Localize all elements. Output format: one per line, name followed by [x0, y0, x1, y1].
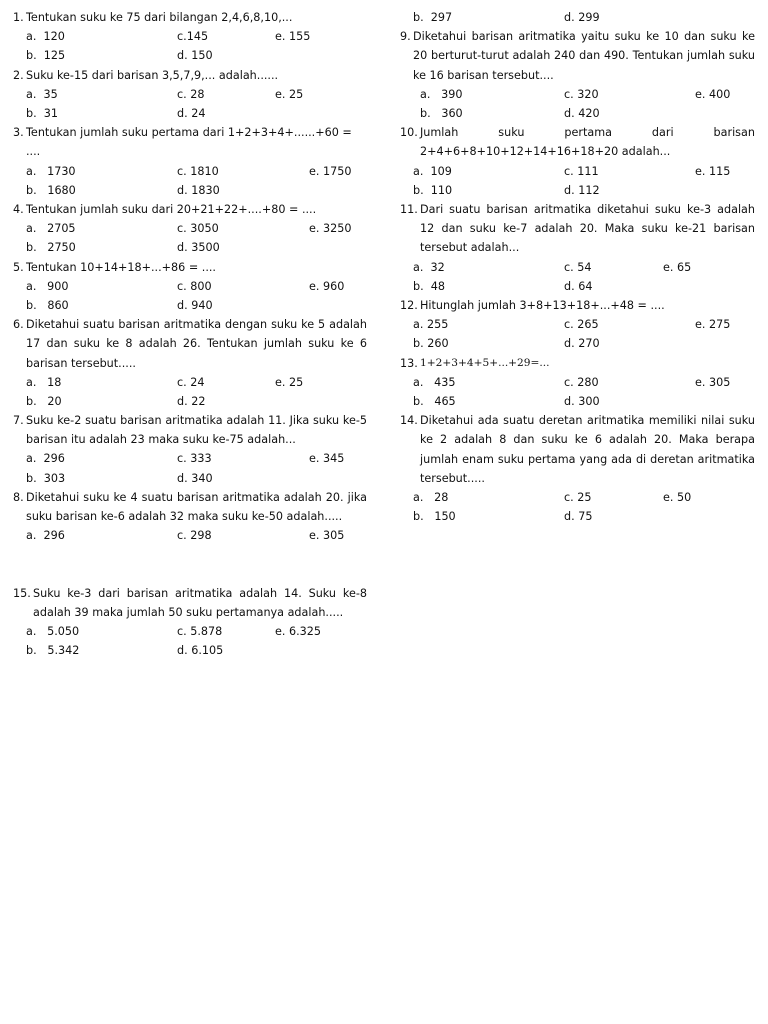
option-d: d. 940 [177, 298, 213, 312]
option-c: c. 3050 [177, 222, 219, 236]
option-a: a. 1730 [26, 164, 76, 178]
option-a: a. 5.050 [26, 625, 80, 639]
option-d: d. 3500 [177, 241, 220, 255]
option-d: d. 64 [564, 279, 593, 293]
option-e: e. 115 [695, 164, 731, 178]
option-e: e. 960 [309, 279, 345, 293]
option-d: d. 6.105 [177, 644, 224, 658]
option-b: b. 5.342 [26, 644, 80, 658]
option-c: c. 54 [564, 260, 592, 274]
question-text: Diketahui barisan aritmatika yaitu suku ke 10 dan suku ke 20 berturut-turut adalah 240 dan 490. Tentukan jumlah suku ke 16 barisan tersebut.... [413, 30, 755, 82]
option-a: a. 2705 [26, 222, 76, 236]
question-2 [13, 66, 367, 85]
question-4 [13, 200, 367, 219]
option-d: d. 340 [177, 471, 213, 485]
question-number: 10. [400, 126, 418, 140]
option-b: b. 48 [413, 279, 446, 293]
options-row [13, 526, 367, 545]
option-c: c. 24 [177, 375, 205, 389]
options-row [13, 162, 367, 181]
question-10 [400, 123, 755, 161]
question-text: Tentukan 10+14+18+...+86 = .... [26, 260, 216, 274]
option-c: c. 333 [177, 452, 212, 466]
question-8 [13, 488, 367, 526]
question-number: 6. [13, 318, 24, 332]
options-row [400, 392, 755, 411]
options-row [400, 373, 755, 392]
question-number: 8. [13, 490, 24, 504]
options-row [400, 334, 755, 353]
question-9 [400, 27, 755, 85]
options-row [13, 219, 367, 238]
options-row [400, 181, 755, 200]
question-number: 11. [400, 202, 418, 216]
option-a: a. 435 [413, 375, 456, 389]
options-row [400, 8, 755, 27]
option-c: c. 1810 [177, 164, 219, 178]
question-number: 15. [13, 586, 31, 600]
option-d: d. 24 [177, 106, 206, 120]
question-text: Diketahui suatu barisan aritmatika dengan suku ke 5 adalah 17 dan suku ke 8 adalah 26. Tentukan jumlah suku ke 6 barisan tersebut..... [26, 318, 367, 370]
options-row [13, 85, 367, 104]
options-row [400, 104, 755, 123]
options-row [400, 488, 755, 507]
option-c: c. 320 [564, 87, 599, 101]
question-1 [13, 8, 367, 27]
option-a: a. 900 [26, 279, 69, 293]
option-e: e. 3250 [309, 222, 352, 236]
left-column [13, 8, 367, 661]
option-d: d. 22 [177, 394, 206, 408]
option-d: d. 150 [177, 49, 213, 63]
options-row [13, 622, 367, 641]
option-a: a. 32 [413, 260, 445, 274]
option-e: e. 6.325 [275, 625, 322, 639]
option-b: b. 860 [26, 298, 69, 312]
option-b: b. 260 [413, 337, 449, 351]
option-b: b. 297 [413, 11, 453, 24]
option-b: b. 465 [413, 394, 456, 408]
question-number: 14. [400, 414, 418, 428]
option-b: b. 150 [413, 510, 456, 524]
question-number: 13. [400, 356, 418, 370]
option-d: d. 300 [564, 394, 600, 408]
option-d: d. 75 [564, 510, 593, 524]
option-c: c. 265 [564, 318, 599, 332]
option-e: e. 25 [275, 375, 304, 389]
options-row [400, 507, 755, 526]
option-a: a. 255 [413, 318, 449, 332]
question-text: Dari suatu barisan aritmatika diketahui suku ke-3 adalah 12 dan suku ke-7 adalah 20. Maka suku ke-21 barisan tersebut adalah... [420, 202, 755, 255]
option-e: e. 305 [309, 529, 345, 543]
question-number: 12. [400, 298, 418, 312]
option-b: b. 2750 [26, 241, 76, 255]
question-text: Jumlah suku pertama dari barisan 2+4+6+8+10+12+14+16+18+20 adalah... [420, 126, 755, 159]
options-row [13, 181, 367, 200]
question-text: 1+2+3+4+5+...+29=... [420, 356, 550, 369]
options-row [400, 315, 755, 334]
options-row [13, 392, 367, 411]
option-c: c. 800 [177, 279, 212, 293]
question-number: 3. [13, 126, 24, 140]
question-text: Suku ke-2 suatu barisan aritmatika adalah 11. Jika suku ke-5 barisan itu adalah 23 maka suku ke-75 adalah... [26, 414, 367, 447]
option-a: a. 28 [413, 490, 449, 504]
option-c: c. 111 [564, 164, 599, 178]
option-e: e. 65 [663, 260, 692, 274]
option-d: d. 270 [564, 337, 600, 351]
option-a: a. 296 [26, 529, 65, 543]
options-row [400, 258, 755, 277]
option-a: a. 35 [26, 87, 58, 101]
option-e: e. 305 [695, 375, 731, 389]
option-d: d. 1830 [177, 183, 220, 197]
question-text: Diketahui ada suatu deretan aritmatika memiliki nilai suku ke 2 adalah 8 dan suku ke 6 adalah 20. Maka berapa jumlah enam suku pertama yang ada di deretan aritmatika tersebut..... [420, 414, 755, 485]
option-e: e. 345 [309, 452, 345, 466]
option-e: e. 50 [663, 490, 692, 504]
question-6 [13, 315, 367, 373]
options-row [13, 641, 367, 660]
question-5 [13, 258, 367, 277]
option-e: e. 25 [275, 87, 304, 101]
right-column [400, 8, 755, 526]
option-c: c. 298 [177, 529, 212, 543]
option-b: b. 20 [26, 394, 62, 408]
options-row [13, 27, 367, 46]
question-text: Diketahui suku ke 4 suatu barisan aritmatika adalah 20. jika suku barisan ke-6 adalah 32 maka suku ke-50 adalah..... [26, 490, 367, 524]
options-row [400, 85, 755, 104]
question-number: 2. [13, 68, 24, 82]
options-row [400, 162, 755, 181]
option-c: c.145 [177, 30, 209, 44]
question-number: 7. [13, 414, 24, 428]
option-d: d. 299 [564, 11, 600, 24]
options-row [400, 277, 755, 296]
option-d: d. 112 [564, 183, 600, 197]
options-row [13, 46, 367, 65]
question-number: 1. [13, 11, 24, 24]
options-row [13, 296, 367, 315]
question-number: 4. [13, 202, 24, 216]
option-e: e. 1750 [309, 164, 352, 178]
options-row [13, 373, 367, 392]
option-a: a. 109 [413, 164, 452, 178]
option-a: a. 18 [26, 375, 62, 389]
question-number: 9. [400, 30, 411, 44]
option-c: c. 25 [564, 490, 592, 504]
question-14 [400, 411, 755, 488]
question-7 [13, 411, 367, 449]
question-text: Suku ke-3 dari barisan aritmatika adalah 14. Suku ke-8 adalah 39 maka jumlah 50 suku pertamanya adalah..... [33, 586, 367, 620]
question-text: Suku ke-15 dari barisan 3,5,7,9,... adalah...... [26, 68, 279, 82]
question-15 [13, 584, 367, 622]
option-b: b. 31 [26, 106, 59, 120]
option-e: e. 400 [695, 87, 731, 101]
option-d: d. 420 [564, 106, 600, 120]
option-b: b. 125 [26, 49, 66, 63]
option-e: e. 155 [275, 30, 311, 44]
question-text: Tentukan suku ke 75 dari bilangan 2,4,6,8,10,... [26, 11, 293, 24]
option-c: c. 5.878 [177, 625, 223, 639]
options-row [13, 469, 367, 488]
question-number: 5. [13, 260, 24, 274]
question-13 [400, 354, 755, 373]
question-11 [400, 200, 755, 258]
option-b: b. 360 [420, 106, 463, 120]
options-row [13, 238, 367, 257]
option-a: a. 120 [26, 30, 65, 44]
option-b: b. 110 [413, 183, 453, 197]
option-a: a. 296 [26, 452, 65, 466]
options-row [13, 449, 367, 468]
option-c: c. 280 [564, 375, 599, 389]
option-b: b. 303 [26, 471, 66, 485]
option-b: b. 1680 [26, 183, 76, 197]
options-row [13, 277, 367, 296]
question-text: Tentukan jumlah suku pertama dari 1+2+3+4+......+60 = .... [26, 126, 352, 159]
question-3 [13, 123, 367, 161]
option-e: e. 275 [695, 318, 731, 332]
options-row [13, 104, 367, 123]
question-12 [400, 296, 755, 315]
question-text: Hitunglah jumlah 3+8+13+18+...+48 = .... [420, 298, 665, 312]
option-a: a. 390 [420, 87, 463, 101]
option-c: c. 28 [177, 87, 205, 101]
question-text: Tentukan jumlah suku dari 20+21+22+....+80 = .... [26, 202, 317, 216]
